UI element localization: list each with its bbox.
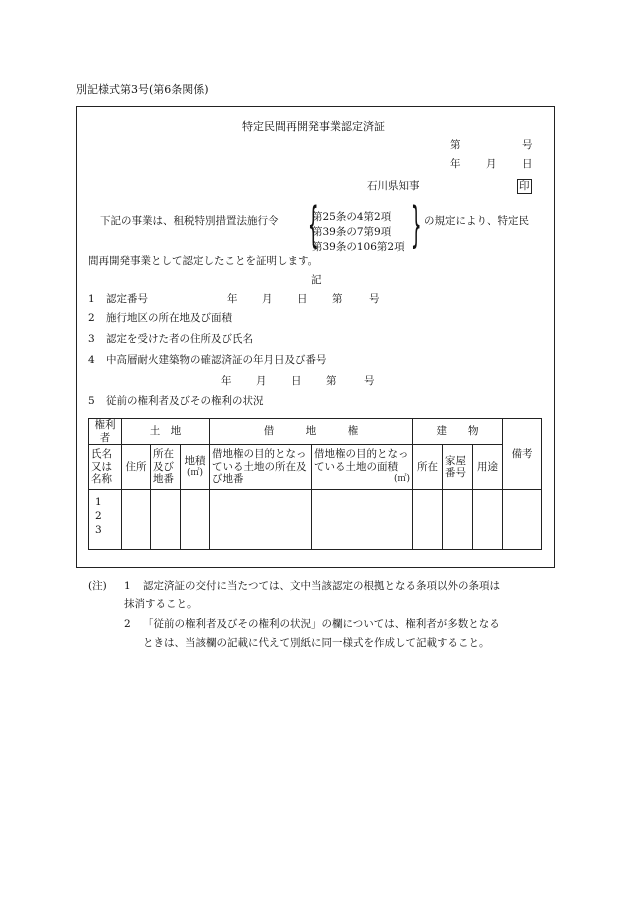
item-2-no: 2	[88, 312, 95, 324]
header-area: 地積	[184, 454, 206, 467]
article-options	[312, 210, 405, 255]
header-area-cell	[181, 445, 210, 490]
item-1-dai: 第	[332, 293, 343, 305]
seal-mark: 印	[519, 180, 530, 192]
header-address: 住所	[122, 445, 151, 490]
data-cell	[413, 490, 443, 550]
row-numbers-cell	[89, 490, 122, 550]
header-lease-area-cell	[312, 445, 413, 490]
data-cell	[181, 490, 210, 550]
article-option: 第39条の7第9項	[312, 226, 392, 238]
note-2-cont: ときは、当該欄の記載に代えて別紙に同一様式を作成して記載すること。	[143, 637, 490, 649]
form-label: 別記様式第3号(第6条関係)	[76, 83, 209, 96]
data-cell	[122, 490, 151, 550]
row-number: 1	[95, 496, 102, 508]
item-1-go: 号	[369, 293, 380, 305]
intro-before: 下記の事業は、租税特別措置法施行令	[100, 215, 279, 227]
intro-after: の規定により、特定民	[424, 215, 529, 227]
item-2-text: 施行地区の所在地及び面積	[106, 312, 232, 324]
date-year: 年	[450, 158, 461, 170]
number-prefix: 第	[450, 139, 461, 151]
header-land: 土 地	[122, 419, 210, 445]
header-name: 氏名又は名称	[89, 445, 122, 490]
item-1-day: 日	[297, 293, 308, 305]
item-5-text: 従前の権利者及びその権利の状況	[106, 395, 264, 407]
item-1-month: 月	[262, 293, 273, 305]
certificate-title: 特定民間再開発事業認定済証	[242, 120, 385, 133]
item-4-text: 中高層耐火建築物の確認済証の年月日及び番号	[106, 354, 327, 366]
header-lease-area: 借地権の目的となっている土地の面積	[314, 448, 409, 473]
item-4-no: 4	[88, 354, 95, 366]
ki-heading: 記	[311, 274, 322, 286]
note-1-cont: 抹消すること。	[124, 598, 198, 610]
data-cell	[210, 490, 312, 550]
item-1-year: 年	[227, 293, 238, 305]
data-cell	[503, 490, 542, 550]
date-month: 月	[486, 158, 497, 170]
data-cell	[443, 490, 473, 550]
item-4-year: 年	[221, 375, 232, 387]
left-brace: {	[307, 197, 319, 253]
header-bldg-location: 所在	[413, 445, 443, 490]
header-holder: 権利者	[89, 419, 122, 445]
header-house-no: 家屋番号	[443, 445, 473, 490]
row-number: 3	[95, 524, 102, 536]
note-1-no: 1	[124, 580, 131, 592]
data-cell	[312, 490, 413, 550]
article-option: 第25条の4第2項	[312, 211, 392, 223]
header-building: 建 物	[413, 419, 503, 445]
right-brace: }	[410, 197, 422, 253]
item-1-text: 認定番号	[106, 293, 148, 305]
number-suffix: 号	[522, 139, 533, 151]
header-leasehold: 借 地 権	[210, 419, 413, 445]
header-area-unit: (㎡)	[187, 468, 204, 478]
data-cell	[151, 490, 181, 550]
header-lease-area-unit: (㎡)	[394, 474, 411, 485]
item-1-no: 1	[88, 293, 95, 305]
note-1-text: 認定済証の交付に当たつては、文中当該認定の根拠となる条項以外の条項は	[143, 580, 500, 592]
note-2-text: 「従前の権利者及びその権利の状況」の欄については、権利者が多数となる	[143, 618, 500, 630]
data-cell	[473, 490, 503, 550]
header-remarks: 備考	[503, 419, 542, 490]
header-use: 用途	[473, 445, 503, 490]
item-3-text: 認定を受けた者の住所及び氏名	[106, 333, 253, 345]
issuer: 石川県知事	[367, 180, 420, 192]
row-number: 2	[95, 510, 102, 522]
item-5-no: 5	[88, 395, 95, 407]
item-4-go: 号	[364, 375, 375, 387]
notes-label: (注)	[88, 580, 107, 592]
header-location: 所在及び地番	[151, 445, 181, 490]
date-day: 日	[522, 158, 533, 170]
note-2-no: 2	[124, 618, 131, 630]
intro-continuation: 間再開発事業として認定したことを証明します。	[88, 255, 319, 267]
article-option: 第39条の106第2項	[312, 241, 405, 253]
item-4-month: 月	[256, 375, 267, 387]
rights-table	[88, 418, 542, 550]
header-lease-location: 借地権の目的となっている土地の所在及び地番	[210, 445, 312, 490]
item-3-no: 3	[88, 333, 95, 345]
item-4-day: 日	[291, 375, 302, 387]
item-4-dai: 第	[326, 375, 337, 387]
